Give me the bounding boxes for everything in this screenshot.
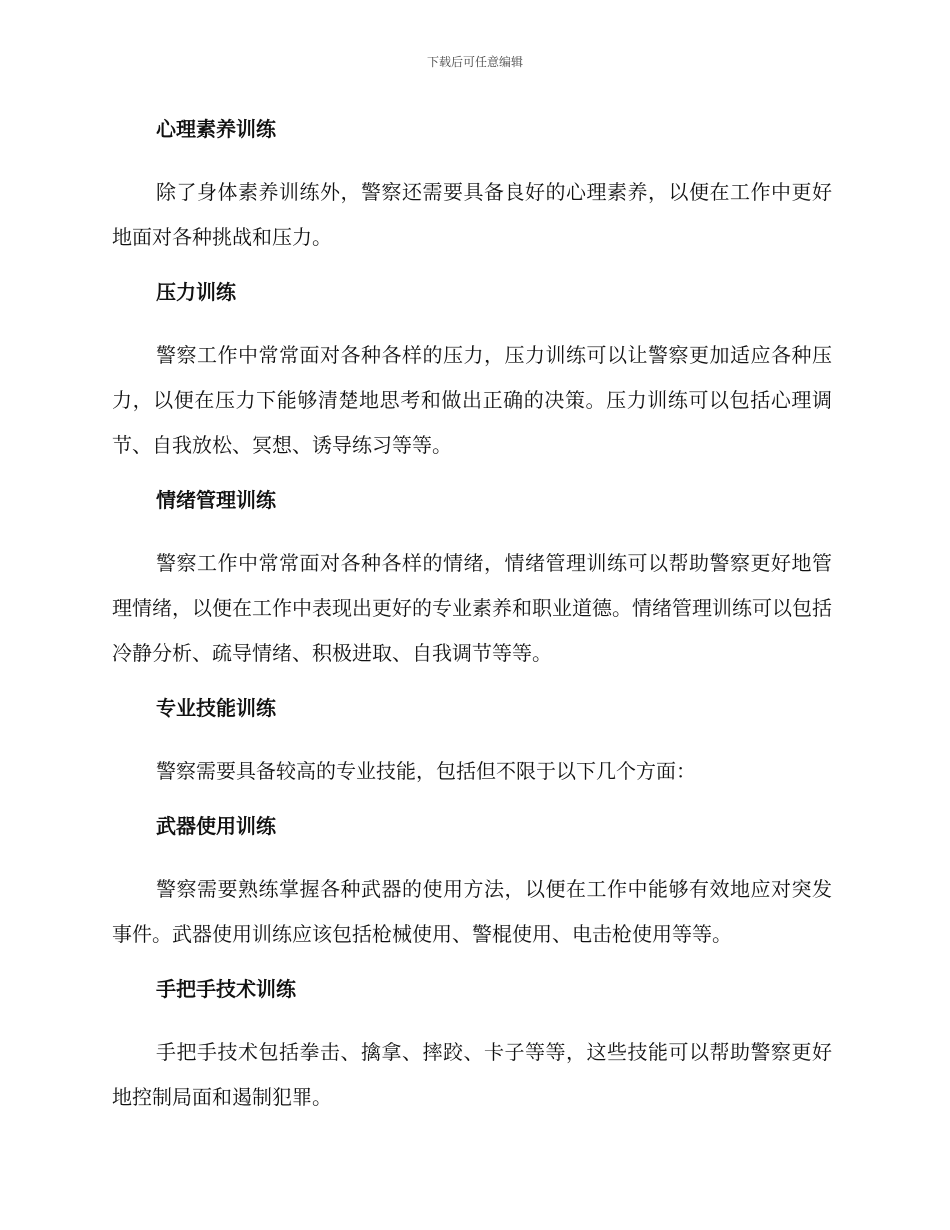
section-heading-professional-skills: 专业技能训练 <box>156 696 276 720</box>
document-body <box>112 112 832 1135</box>
section-paragraph-emotion: 警察工作中常常面对各种各样的情绪，情绪管理训练可以帮助警察更好地管理情绪，以便在工作中表现出更好的专业素养和职业道德。情绪管理训练可以包括冷静分析、疏导情绪、积极进取、自我调节等等。 <box>112 551 832 665</box>
section-heading-weapons: 武器使用训练 <box>156 814 276 838</box>
header-note: 下载后可任意编辑 <box>426 55 523 69</box>
section-heading-stress: 压力训练 <box>156 280 236 304</box>
section-paragraph-hand-to-hand: 手把手技术包括拳击、擒拿、摔跤、卡子等等，这些技能可以帮助警察更好地控制局面和遏制犯罪。 <box>112 1040 832 1109</box>
section-paragraph-psychological: 除了身体素养训练外，警察还需要具备良好的心理素养，以便在工作中更好地面对各种挑战和压力。 <box>112 180 832 249</box>
section-paragraph-weapons: 警察需要熟练掌握各种武器的使用方法，以便在工作中能够有效地应对突发事件。武器使用训练应该包括枪械使用、警棍使用、电击枪使用等等。 <box>112 877 832 946</box>
section-paragraph-stress: 警察工作中常常面对各种各样的压力，压力训练可以让警察更加适应各种压力，以便在压力下能够清楚地思考和做出正确的决策。压力训练可以包括心理调节、自我放松、冥想、诱导练习等等。 <box>112 343 832 457</box>
section-heading-hand-to-hand: 手把手技术训练 <box>156 977 296 1001</box>
section-paragraph-professional-skills: 警察需要具备较高的专业技能，包括但不限于以下几个方面： <box>156 759 696 783</box>
section-heading-emotion: 情绪管理训练 <box>156 488 276 512</box>
section-heading-psychological: 心理素养训练 <box>156 117 276 141</box>
